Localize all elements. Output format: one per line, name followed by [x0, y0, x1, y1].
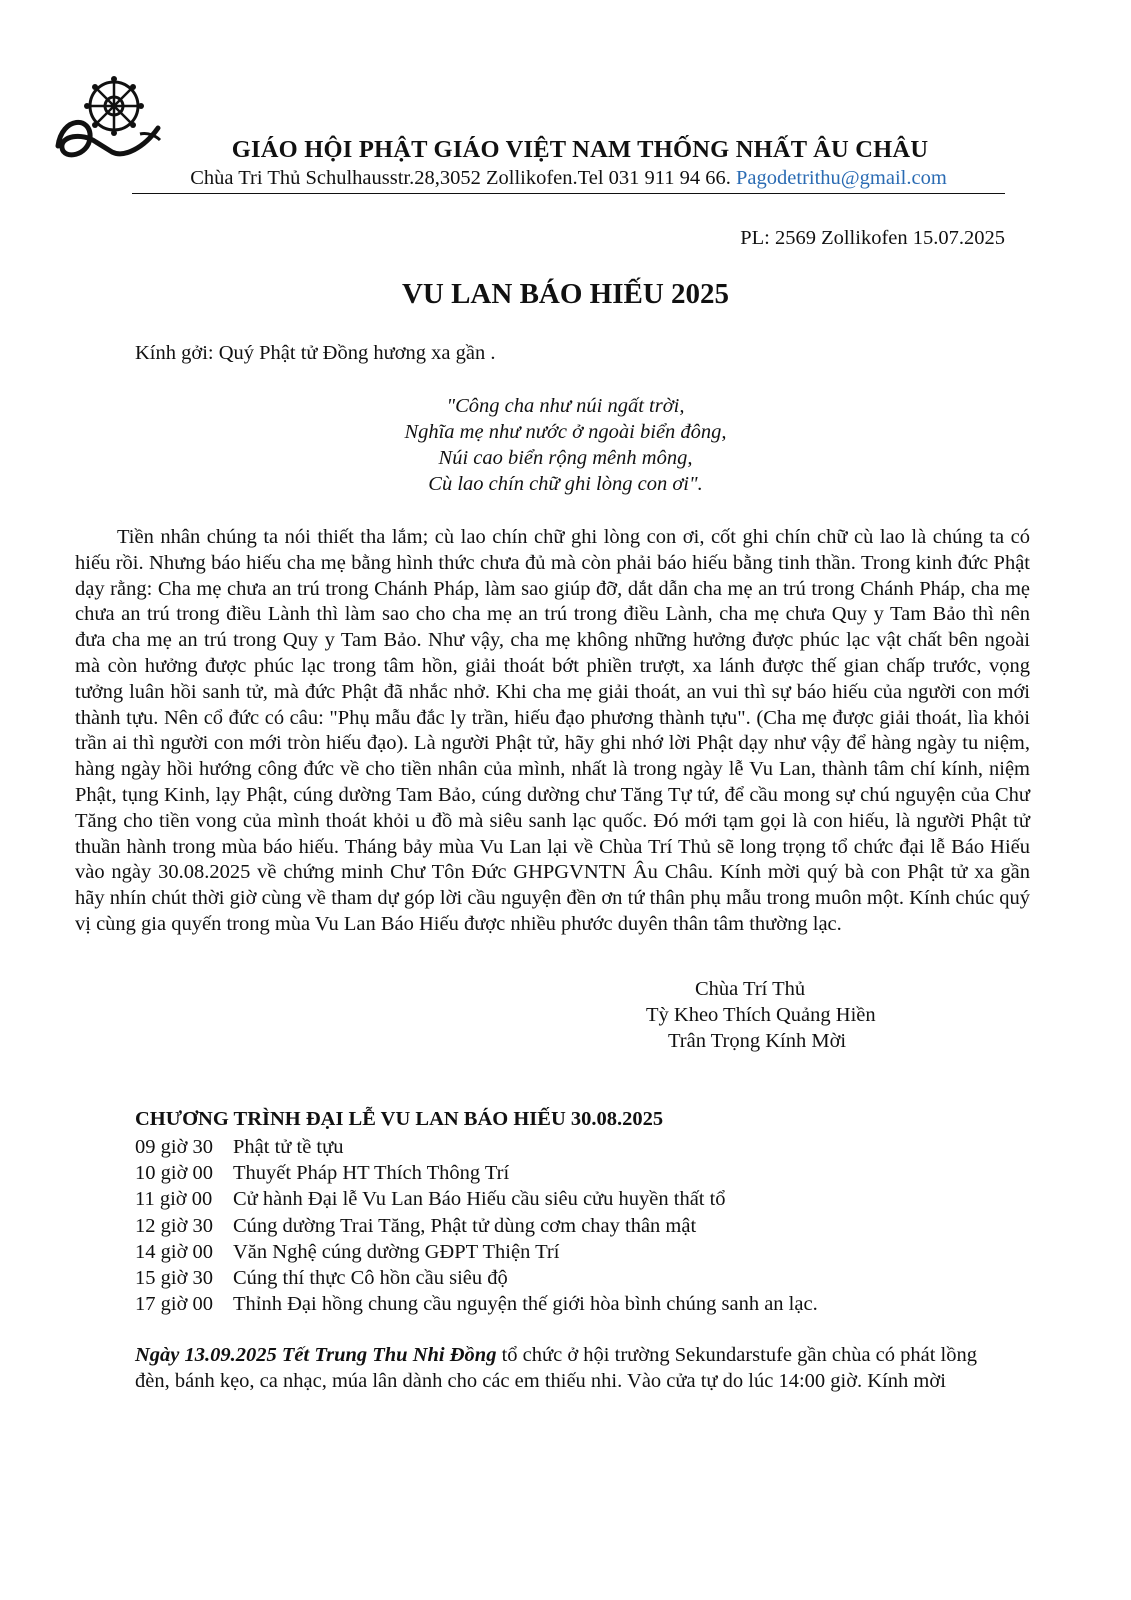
signature-temple: Chùa Trí Thủ: [695, 978, 806, 1000]
program-time: 11 giờ 00: [135, 1188, 213, 1211]
program-event: Cúng thí thực Cô hồn cầu siêu độ: [233, 1267, 508, 1290]
program-event: Văn Nghệ cúng dường GĐPT Thiện Trí: [233, 1240, 560, 1263]
program-time: 15 giờ 30: [135, 1267, 214, 1290]
program-item: [135, 1291, 818, 1317]
program-time: 09 giờ 30: [135, 1136, 214, 1158]
poem-line: Núi cao biển rộng mênh mông,: [438, 447, 693, 469]
signature-invitation: Trân Trọng Kính Mời: [668, 1030, 847, 1052]
address-line: [132, 166, 1005, 194]
note-highlight: Ngày 13.09.2025 Tết Trung Thu Nhi Đồng: [135, 1344, 497, 1366]
date-line: PL: 2569 Zollikofen 15.07.2025: [740, 227, 1005, 249]
program-time: 10 giờ 00: [135, 1162, 214, 1185]
program-time: 14 giờ 00: [135, 1240, 214, 1263]
poem-line: Cù lao chín chữ ghi lòng con ơi".: [428, 473, 703, 495]
program-list: [135, 1134, 818, 1317]
organization-name: GIÁO HỘI PHẬT GIÁO VIỆT NAM THỐNG NHẤT ÂU CHÂU: [231, 136, 929, 163]
program-time: 12 giờ 30: [135, 1214, 214, 1237]
program-item: [135, 1265, 818, 1291]
program-time: 17 giờ 00: [135, 1293, 214, 1316]
program-item: [135, 1134, 818, 1160]
document-title: VU LAN BÁO HIẾU 2025: [401, 278, 730, 310]
program-item: [135, 1239, 818, 1265]
poem-line: "Công cha như núi ngất trời,: [446, 395, 685, 417]
program-item: [135, 1186, 818, 1212]
program-event: Thỉnh Đại hồng chung cầu nguyện thế giới hòa bình chúng sanh an lạc.: [233, 1293, 818, 1316]
body-paragraph: Tiền nhân chúng ta nói thiết tha lắm; cù lao chín chữ ghi lòng con ơi, cốt ghi chín chữ cù lao là chúng ta có hiếu rồi. Nhưng báo hiếu cha mẹ bằng hình thức chưa đủ mà còn phải báo hiếu bằng tinh thần. Trong kinh đức Phật dạy rằng: Cha mẹ chưa an trú trong Chánh Pháp, làm sao giúp đỡ, dắt dẫn cha mẹ an trú trong Chánh Pháp, cha mẹ chưa an trú trong điều Lành thì làm sao cho cha mẹ an trú trong điều Lành, cha mẹ chưa Quy y Tam Bảo thì nên đưa cha mẹ an trú trong Quy y Tam Bảo. Như vậy, cha mẹ không những hưởng được phúc lạc vật chất bên ngoài mà còn hưởng được phúc lạc trong tâm hồn, giải thoát bớt phiền trượt, xa lánh được thế gian chấp trước, vọng tưởng luân hồi sanh tử, mà đức Phật đã nhắc nhở. Khi cha mẹ giải thoát, an vui thì sự báo hiếu của người con mới thành tựu. Nên cổ đức có câu: "Phụ mẫu đắc ly trần, hiếu đạo phương thành tựu". (Cha mẹ được giải thoát, lìa khỏi trần ai thì người con mới tròn hiếu đạo). Là người Phật tử, hãy ghi nhớ lời Phật dạy như vậy để hàng ngày tu niệm, hàng ngày hồi hướng công đức về cho tiền nhân của mình, nhất là trong ngày lễ Vu Lan, thành tâm chí kính, niệm Phật, tụng Kinh, lạy Phật, cúng dường Tam Bảo, cúng dường chư Tăng Tự tứ, để cầu mong sự chú nguyện của Chư Tăng cho tiền vong của mình thoát khỏi u đồ mà siêu sanh lạc quốc. Đó mới tạm gọi là con hiếu, là người Phật tử thuần hành trong mùa báo hiếu. Tháng bảy mùa Vu Lan lại về Chùa Trí Thủ sẽ long trọng tổ chức đại lễ Báo Hiếu vào ngày 30.08.2025 về chứng minh Chư Tôn Đức GHPGVNTN Âu Châu. Kính mời quý bà con Phật tử xa gần hãy nhín chút thời giờ cùng về tham dự góp lời cầu nguyện đền ơn tứ thân phụ mẫu trong muôn một. Kính chúc quý vị cùng gia quyến trong mùa Vu Lan Báo Hiếu được nhiều phước duyên thân tâm thường lạc.: [75, 526, 1030, 935]
program-event: Cử hành Đại lễ Vu Lan Báo Hiếu cầu siêu cửu huyền thất tổ: [233, 1188, 726, 1211]
program-title: CHƯƠNG TRÌNH ĐẠI LỄ VU LAN BÁO HIẾU 30.08.2025: [135, 1108, 664, 1130]
program-event: Phật tử tề tựu: [233, 1136, 344, 1158]
email-link[interactable]: Pagodetrithu@gmail.com: [736, 167, 947, 189]
program-item: [135, 1213, 818, 1239]
program-event: Cúng dường Trai Tăng, Phật tử dùng cơm chay thân mật: [233, 1214, 697, 1237]
note-text: tổ chức ở hội trường Sekundarstufe gần chùa có phát lồng đèn, bánh kẹo, ca nhạc, múa lân dành cho các em thiếu nhi. Vào cửa tự do lúc 14:00 giờ. Kính mời: [135, 1344, 978, 1392]
poem: [0, 393, 1131, 497]
signature-monk: Tỳ Kheo Thích Quảng Hiền: [646, 1004, 876, 1026]
program-item: [135, 1160, 818, 1186]
poem-line: Nghĩa mẹ như nước ở ngoài biển đông,: [404, 421, 727, 443]
address-text: Chùa Tri Thủ Schulhausstr.28,3052 Zollikofen.Tel 031 911 94 66.: [190, 167, 731, 189]
salutation: Kính gởi: Quý Phật tử Đồng hương xa gần .: [135, 342, 496, 364]
program-event: Thuyết Pháp HT Thích Thông Trí: [233, 1162, 510, 1185]
mid-autumn-note: [135, 1342, 1011, 1394]
